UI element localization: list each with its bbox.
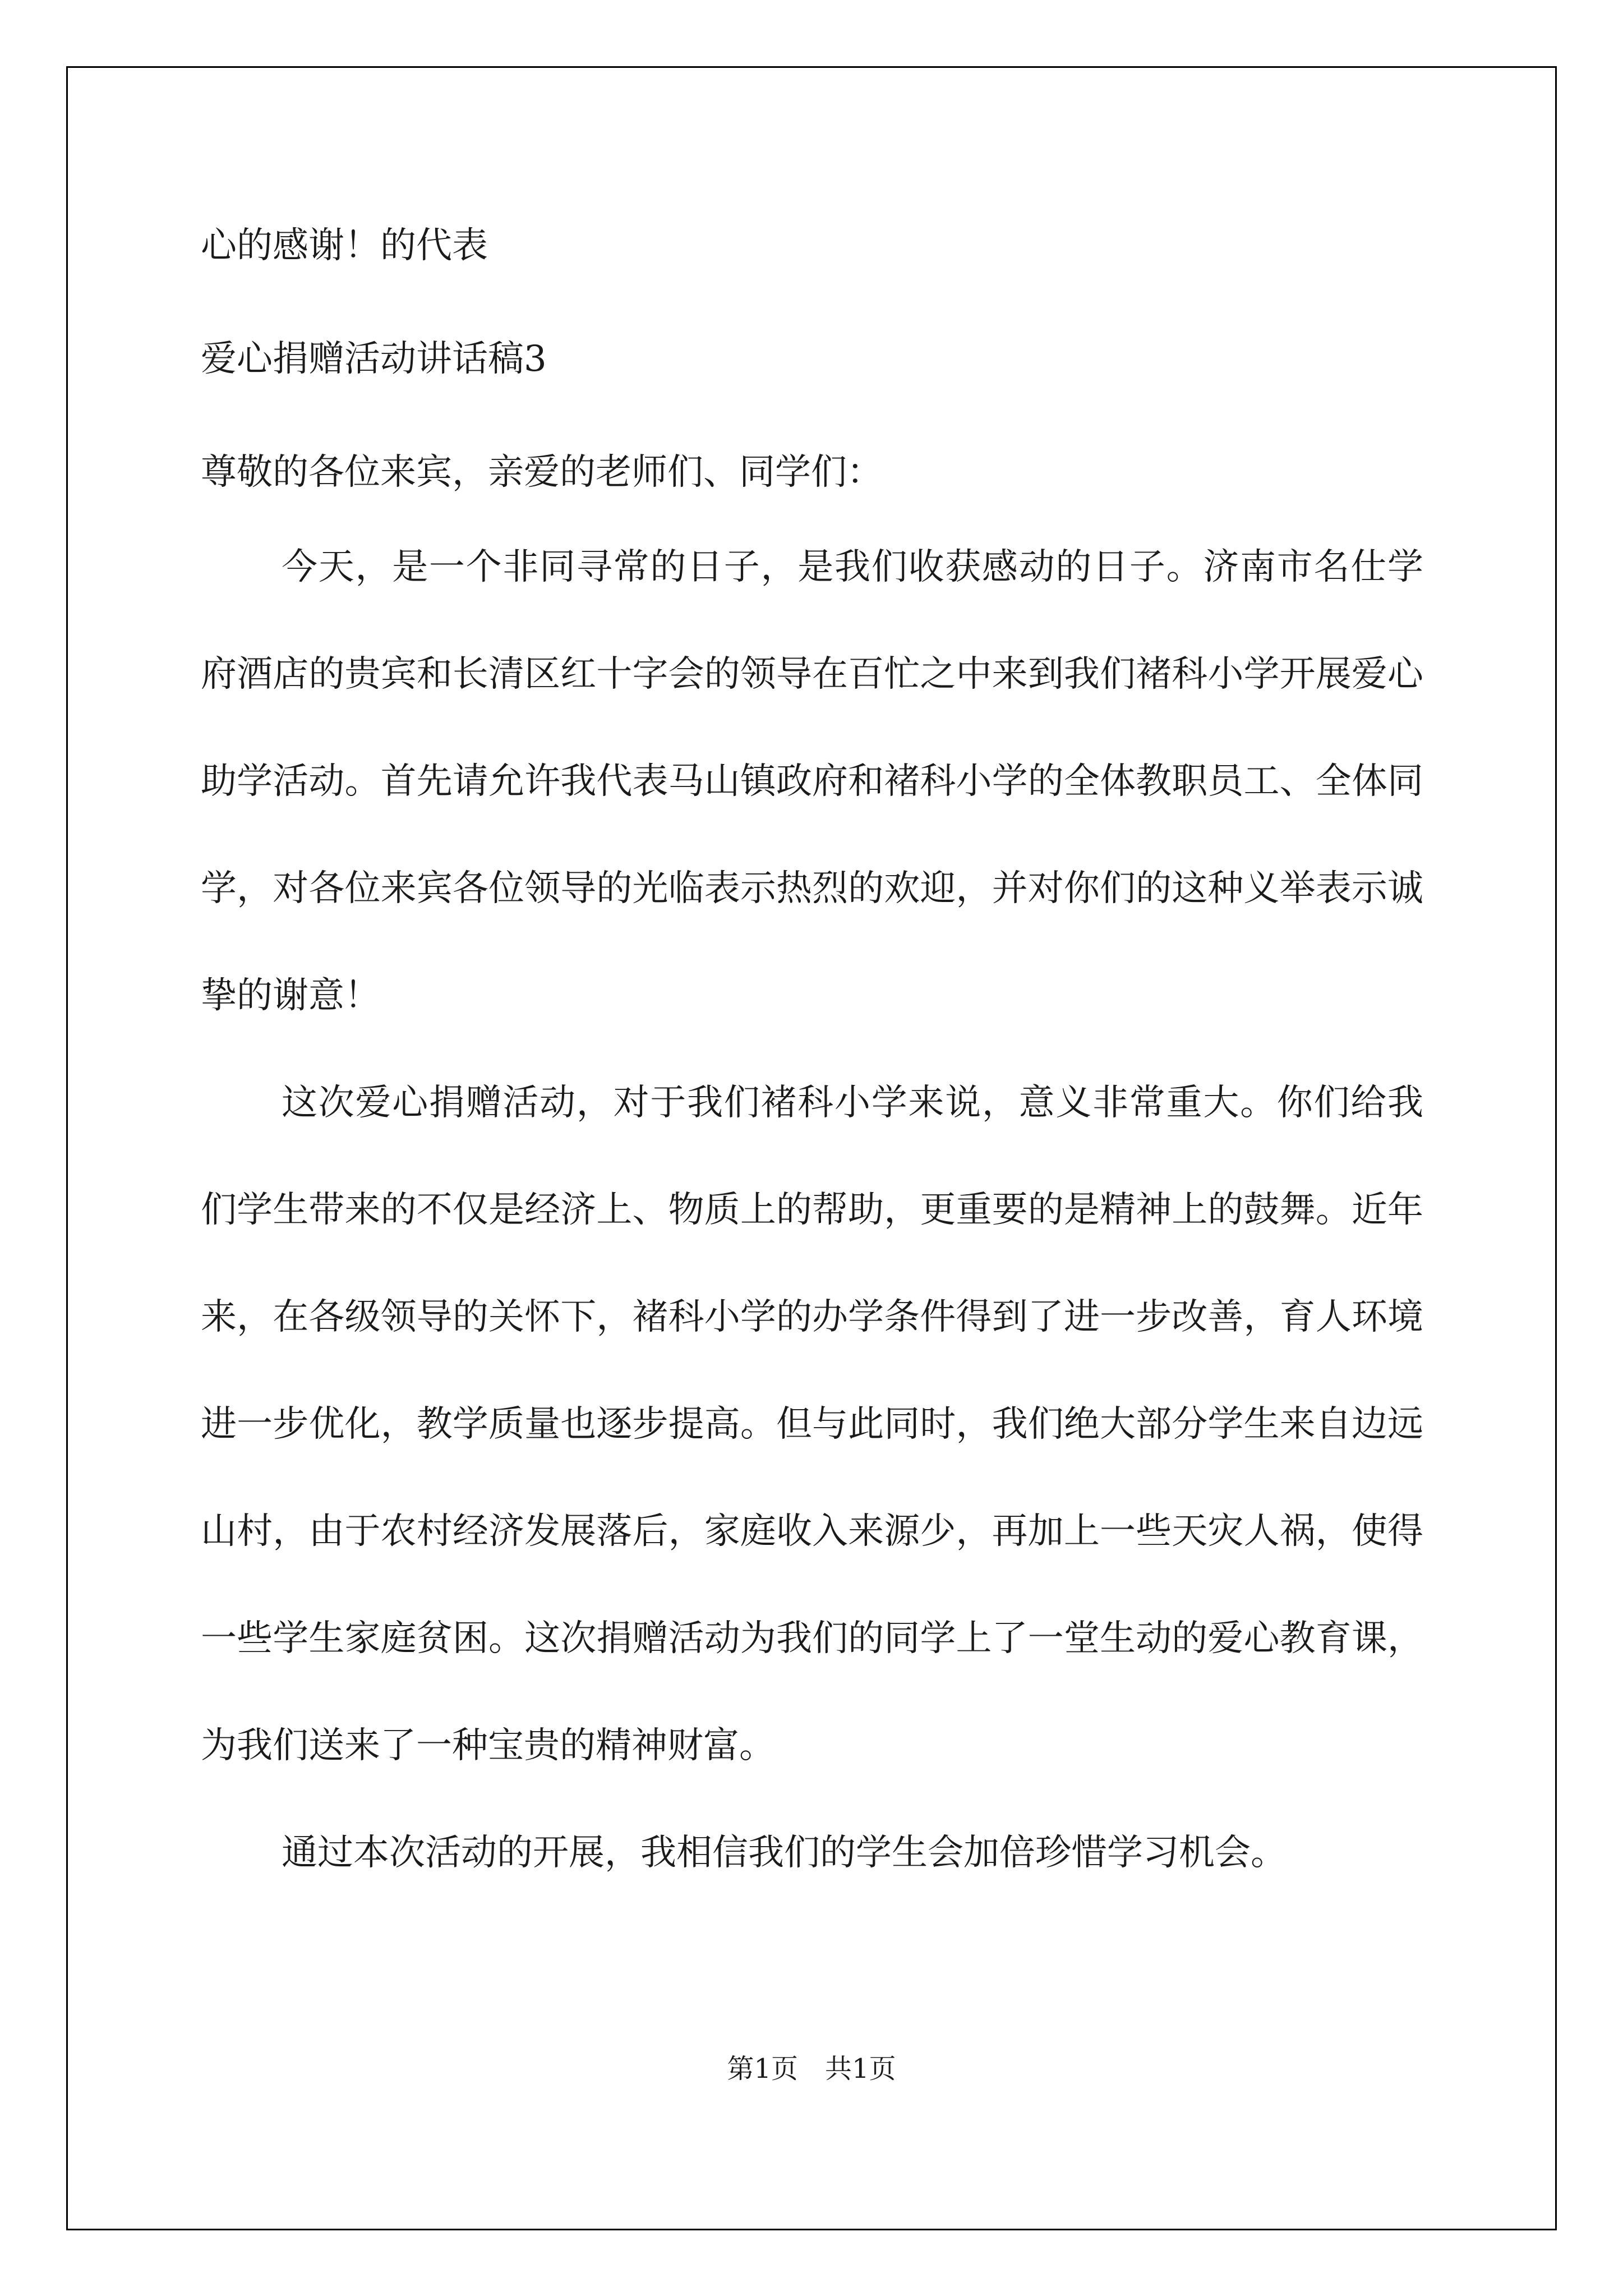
document-body <box>201 213 1423 1907</box>
document-title: 爱心捐赠活动讲话稿3 <box>201 338 547 380</box>
paragraph-3: 通过本次活动的开展，我相信我们的学生会加倍珍惜学习机会。 <box>282 1832 1287 1874</box>
page-footer: 第1页 共1页 <box>727 2053 896 2085</box>
fragment-line: 心的感谢！的代表 <box>201 225 488 266</box>
paragraph-1: 今天，是一个非同寻常的日子，是我们收获感动的日子。济南市名仕学府酒店的贵宾和长清区红十字会的领导在百忙之中来到我们褚科小学开展爱心助学活动。首先请允许我代表马山镇政府和褚科小学的全体教职员工、全体同学，对各位来宾各位领导的光临表示热烈的欢迎，并对你们的这种义举表示诚挚的谢意！ <box>201 546 1423 1016</box>
salutation: 尊敬的各位来宾，亲爱的老师们、同学们： <box>201 452 883 493</box>
paragraph-2: 这次爱心捐赠活动，对于我们褚科小学来说，意义非常重大。你们给我们学生带来的不仅是经济上、物质上的帮助，更重要的是精神上的鼓舞。近年来，在各级领导的关怀下，褚科小学的办学条件得到了进一步改善，育人环境进一步优化，教学质量也逐步提高。但与此同时，我们绝大部分学生来自边远山村，由于农村经济发展落后，家庭收入来源少，再加上一些天灾人祸，使得一些学生家庭贫困。这次捐赠活动为我们的同学上了一堂生动的爱心教育课，为我们送来了一种宝贵的精神财富。 <box>201 1082 1423 1766</box>
